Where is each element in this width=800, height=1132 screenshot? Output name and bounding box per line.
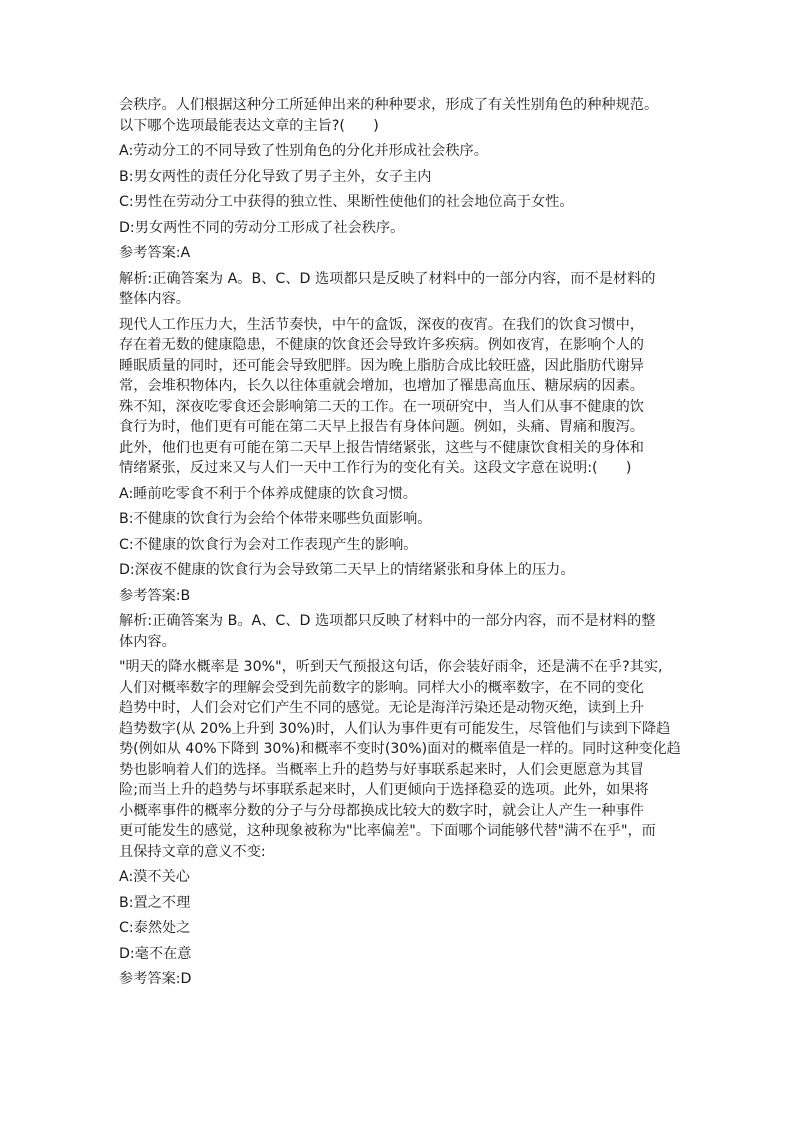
paragraph [119,141,684,162]
paragraph [119,918,684,939]
paragraph [119,315,684,479]
paragraph [119,535,684,556]
text-line: 情绪紧张，反过来又与人们一天中工作行为的变化有关。这段文字意在说明:( ) [119,460,632,476]
paragraph [119,969,684,990]
paragraph [119,560,684,581]
paragraph [119,243,684,264]
text-line: B:男女两性的责任分化导致了男子主外，女子主内 [119,168,432,185]
text-line: D:男女两性不同的劳动分工形成了社会秩序。 [119,219,405,236]
paragraph [119,586,684,607]
text-line: D:毫不在意 [119,945,192,962]
paragraph [119,893,684,914]
text-line: 势(例如从 40%下降到 30%)和概率不变时(30%)面对的概率值是一样的。同时这种变化趋 [119,741,681,757]
text-line: 体内容。 [119,633,176,650]
text-line: 常，会堆积物体内，长久以往体重就会增加，也增加了罹患高血压、糖尿病的因素。 [119,378,644,394]
text-line: 存在着无数的健康隐患，不健康的饮食还会导致许多疾病。例如夜宵，在影响个人的 [119,337,644,353]
paragraph [119,944,684,965]
paragraph [119,657,684,862]
text-line: 以下哪个选项最能表达文章的主旨?( ) [119,117,379,134]
text-line: 睡眠质量的同时，还可能会导致肥胖。因为晚上脂肪合成比较旺盛，因此脂肪代谢异 [119,357,644,374]
text-line: 解析:正确答案为 B。A、C、D 选项都只反映了材料中的一部分内容，而不是材料的整 [119,613,656,629]
paragraph [119,269,684,310]
text-line: 参考答案:D [119,971,192,987]
text-line: C:男性在劳动分工中获得的独立性、果断性使他们的社会地位高于女性。 [119,194,574,210]
text-line: A:劳动分工的不同导致了性别角色的分化并形成社会秩序。 [119,143,488,159]
text-line: B:置之不理 [119,894,191,911]
text-line: 趋势数字(从 20%上升到 30%)时，人们认为事件更有可能发生，尽管他们与读到下降趋 [119,720,671,737]
paragraph [119,192,684,213]
paragraph [119,611,684,652]
text-line: A:睡前吃零食不利于个体养成健康的饮食习惯。 [119,485,417,502]
text-line: A:漠不关心 [119,869,190,885]
text-line: 参考答案:B [119,587,191,604]
text-line: 殊不知，深夜吃零食还会影响第二天的工作。在一项研究中，当人们从事不健康的饮 [119,398,644,415]
text-line: 整体内容。 [119,291,190,307]
text-line: 险;而当上升的趋势与坏事联系起来时，人们更倾向于选择稳妥的选项。此外，如果将 [119,782,649,798]
paragraph [119,484,684,505]
text-line: 小概率事件的概率分数的分子与分母都换成比较大的数字时，就会让人产生一种事件 [119,802,644,819]
text-line: "明天的降水概率是 30%"，听到天气预报这句话，你会装好雨伞，还是满不在乎?其实, [119,659,663,675]
text-line: 此外，他们也更有可能在第二天早上报告情绪紧张，这些与不健康饮食相关的身体和 [119,439,644,456]
paragraph [119,867,684,888]
text-line: B:不健康的饮食行为会给个体带来哪些负面影响。 [119,511,432,527]
paragraph [119,95,684,136]
text-line: 解析:正确答案为 A。B、C、D 选项都只是反映了材料中的一部分内容，而不是材料的 [119,270,656,287]
text-line: 趋势中时，人们会对它们产生不同的感觉。无论是海洋污染还是动物灭绝，读到上升 [119,700,644,716]
paragraph [119,167,684,188]
text-line: 参考答案:A [119,245,191,261]
text-line: 更可能发生的感觉，这种现象被称为"比率偏差"。下面哪个词能够代替"满不在乎"，而 [119,823,656,839]
text-line: 会秩序。人们根据这种分工所延伸出来的种种要求，形成了有关性别角色的种种规范。 [119,97,659,113]
text-line: 且保持文章的意义不变: [119,843,266,860]
text-line: D:深夜不健康的饮食行为会导致第二天早上的情绪紧张和身体上的压力。 [119,562,575,578]
text-line: 势也影响着人们的选择。当概率上升的趋势与好事联系起来时，人们会更愿意为其冒 [119,761,644,778]
text-line: C:泰然处之 [119,920,191,936]
paragraph [119,218,684,239]
document-page [119,95,684,995]
text-line: 食行为时，他们更有可能在第二天早上报告有身体问题。例如，头痛、胃痛和腹泻。 [119,419,644,435]
text-line: 现代人工作压力大，生活节奏快，中午的盒饭，深夜的夜宵。在我们的饮食习惯中， [119,316,644,333]
text-line: C:不健康的饮食行为会对工作表现产生的影响。 [119,536,418,553]
text-line: 人们对概率数字的理解会受到先前数字的影响。同样大小的概率数字，在不同的变化 [119,679,644,696]
paragraph [119,509,684,530]
